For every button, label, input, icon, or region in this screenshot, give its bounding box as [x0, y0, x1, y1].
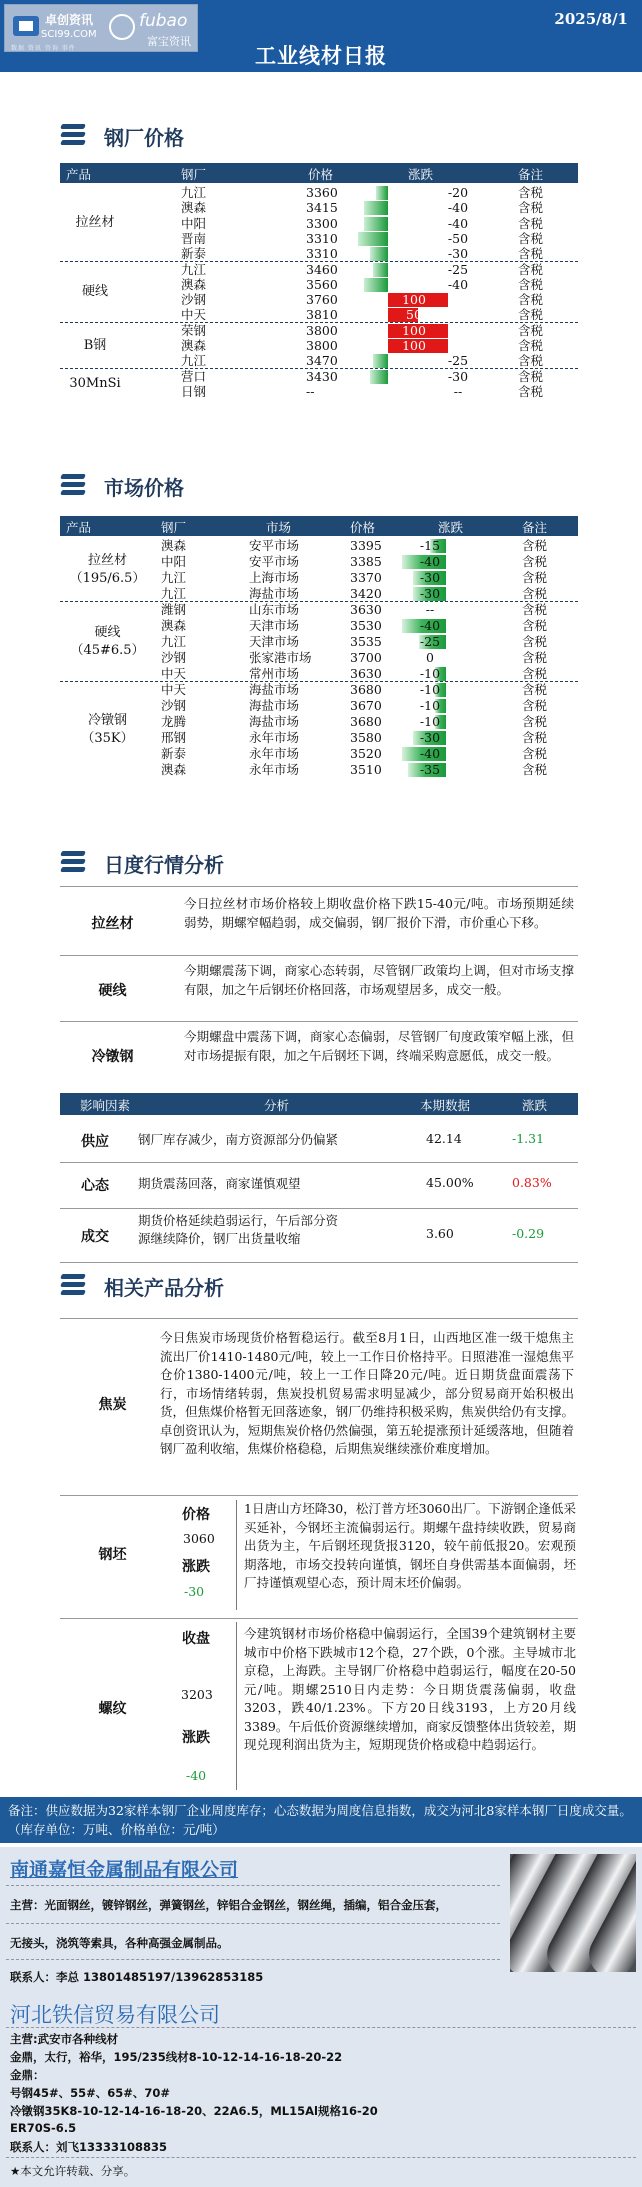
- change-value: -35: [419, 762, 441, 777]
- col-header-note: 备注: [518, 167, 544, 182]
- change-value: -40: [419, 554, 441, 569]
- sci99-logo-url: SCI99.COM: [41, 29, 97, 40]
- change-value: -40: [447, 276, 469, 292]
- mill-name: 九江: [161, 634, 187, 649]
- ad-line: 联系人：李总 13801485197/13962853185: [10, 1970, 264, 1984]
- table-header: [60, 516, 578, 536]
- note-value: 含税: [518, 261, 544, 277]
- rebar-change-label: 涨跌: [182, 1730, 210, 1746]
- ad-line: 号钢45#、55#、65#、70#: [10, 2086, 171, 2100]
- table-row: [60, 292, 578, 308]
- change-bar-down: [358, 232, 388, 246]
- market-name: 海盐市场: [249, 586, 300, 601]
- note-value: 含税: [522, 602, 548, 617]
- product-name: 拉丝材: [75, 215, 115, 231]
- mill-name: 中阳: [181, 215, 207, 231]
- coke-analysis-text: 今日焦炭市场现货价格暂稳运行。截至8月1日，山西地区准一级干熄焦主流出厂价1410-1480元/吨，较上一工作日价格持平。日照港准一湿熄焦平仓价1380-1400元/吨，较上一工作日降20元/吨。近日期货盘面震荡下行，市场情绪转弱，焦炭投机贸易需求明显减少，部分贸易商开始积极出货，但焦煤价格暂无回落迹象，钢厂仍维持积极采购，焦炭供给仍有支撑。卓创资讯认为，短期焦炭价格仍然偏强，第五轮提涨预计延缓落地，但随着钢厂盈利收缩，焦煤价格稳稳，后期焦炭继续涨价难度增加。: [160, 1330, 574, 1456]
- billet-price-label: 价格: [182, 1507, 210, 1523]
- mill-name: 澳森: [181, 276, 207, 292]
- table-row: [60, 338, 578, 354]
- market-name: 上海市场: [249, 570, 300, 585]
- col-header-mill: 钢厂: [181, 167, 207, 182]
- table-row: [60, 277, 578, 293]
- section-title: 日度行情分析: [104, 853, 224, 877]
- price-value: 3670: [350, 698, 382, 713]
- mill-name: 九江: [181, 353, 207, 369]
- mill-name: 龙腾: [161, 714, 187, 729]
- ad-line: 冷镦钢35K8-10-12-14-16-18-20、22A6.5，ML15Al规格16-20: [10, 2104, 378, 2118]
- mill-name: 中天: [161, 682, 187, 697]
- mill-name: 日钢: [181, 383, 207, 399]
- mill-name: 新泰: [181, 246, 207, 262]
- fubao-logo-name: fubao: [139, 11, 188, 31]
- factor-data: 45.00%: [426, 1175, 474, 1190]
- note-value: 含税: [518, 246, 544, 262]
- market-name: 永年市场: [249, 746, 300, 761]
- books-stack-icon: [60, 1274, 86, 1296]
- analysis-text: 今日拉丝材市场价格较上期收盘价格下跌15-40元/吨。市场预期延续弱势，期螺窄幅趋弱，成交偏弱，钢厂报价下滑，市价重心下移。: [184, 896, 574, 930]
- change-value: -10: [419, 682, 441, 697]
- note-value: 含税: [518, 307, 544, 323]
- factor-change: 0.83%: [512, 1175, 552, 1190]
- price-value: 3530: [350, 618, 382, 633]
- rebar-close-label: 收盘: [182, 1631, 210, 1647]
- note-value: 含税: [522, 554, 548, 569]
- col-header-product: 产品: [66, 520, 92, 535]
- market-name: 永年市场: [249, 730, 300, 745]
- market-name: 张家港市场: [249, 650, 312, 665]
- row-divider: [60, 1208, 578, 1209]
- table-row: [60, 216, 578, 232]
- price-value: 3760: [306, 292, 338, 308]
- steel-mill-price-table: [60, 163, 578, 455]
- factor-data: 42.14: [426, 1131, 462, 1146]
- billet-change-label: 涨跌: [182, 1559, 210, 1575]
- col-header-factor: 影响因素: [80, 1098, 131, 1113]
- change-value: 100: [402, 292, 426, 308]
- table-row: [60, 200, 578, 216]
- col-header-product: 产品: [66, 167, 92, 182]
- price-value: 3535: [350, 634, 382, 649]
- billet-label: 钢坯: [98, 1547, 127, 1563]
- billet-analysis-text: 1日唐山方坯降30，松汀普方坯3060出厂。下游钢企逢低采买延补，今钢坯主流偏弱运行。期螺午盘持续收跌，贸易商出货为主，午后钢坯现货报3120，较午前低报20。宏观预期落地，市场交投转向谨慎，钢坯自身供需基本面偏弱，坯厂持谨慎观望心态，预计周末坯价偏弱。: [244, 1501, 576, 1590]
- change-value: -30: [447, 368, 469, 384]
- product-name: 冷镦钢: [87, 713, 127, 728]
- change-value: -10: [419, 666, 441, 681]
- note-value: 含税: [522, 538, 548, 553]
- table-row: [60, 666, 578, 682]
- change-value: 100: [402, 322, 426, 338]
- change-value: -30: [419, 586, 441, 601]
- table-row: [60, 262, 578, 278]
- market-name: 永年市场: [249, 762, 300, 777]
- ad-line: 无接头，浇筑等索具，各种高强金属制品。: [10, 1936, 229, 1950]
- table-row: [60, 762, 578, 778]
- note-value: 含税: [518, 353, 544, 369]
- mill-name: 沙钢: [161, 650, 187, 665]
- change-value: -40: [419, 746, 441, 761]
- section-title: 相关产品分析: [104, 1276, 224, 1300]
- note-value: 含税: [522, 634, 548, 649]
- price-value: 3385: [350, 554, 382, 569]
- market-name: 山东市场: [249, 602, 300, 617]
- note-value: 含税: [518, 230, 544, 246]
- change-bar-down: [364, 278, 388, 292]
- change-value: -20: [447, 185, 469, 200]
- table-row: [60, 602, 578, 618]
- price-value: 3370: [350, 570, 382, 585]
- note-value: 含税: [518, 276, 544, 292]
- price-value: 3310: [306, 230, 338, 246]
- note-value: 含税: [522, 586, 548, 601]
- col-header-price: 价格: [308, 167, 334, 182]
- books-stack-icon: [60, 851, 86, 873]
- col-header-mill: 钢厂: [161, 520, 187, 535]
- analysis-label: 硬线: [98, 983, 127, 999]
- note-value: 含税: [518, 185, 544, 200]
- product-name: 拉丝材: [87, 553, 127, 568]
- factor-table-header: [60, 1093, 578, 1115]
- reprint-note: ★本文允许转载、分享。: [10, 2164, 136, 2178]
- market-name: 海盐市场: [249, 714, 300, 729]
- change-value: -25: [447, 261, 469, 277]
- mill-name: 中天: [181, 307, 207, 323]
- table-row: [60, 323, 578, 339]
- company-name: 河北铁信贸易有限公司: [10, 2003, 220, 2027]
- company-name: 南通嘉恒金属制品有限公司: [10, 1859, 239, 1881]
- change-bar-down: [364, 217, 388, 231]
- market-name: 常州市场: [249, 666, 300, 681]
- ad-line: ER70S-6.5: [10, 2121, 77, 2135]
- product-spec: （195/6.5）: [69, 571, 146, 586]
- price-value: 3470: [306, 353, 338, 369]
- price-value: 3460: [306, 261, 338, 277]
- mill-name: 新泰: [161, 746, 187, 761]
- col-header-change: 涨跌: [522, 1098, 548, 1113]
- factor-name: 成交: [81, 1229, 109, 1245]
- change-bar-down: [373, 263, 388, 277]
- sci99-logo-tagline: 数据 资讯 咨询 事件: [11, 45, 76, 52]
- factor-change: -1.31: [512, 1131, 545, 1146]
- change-bar-down: [370, 370, 388, 384]
- mill-name: 九江: [181, 185, 207, 200]
- price-value: --: [306, 383, 315, 399]
- col-header-note: 备注: [522, 520, 548, 535]
- note-value: 含税: [522, 682, 548, 697]
- change-value: -25: [447, 353, 469, 369]
- price-value: 3680: [350, 682, 382, 697]
- advertisement-hebei: [0, 1995, 642, 2187]
- mill-name: 九江: [161, 570, 187, 585]
- price-value: 3810: [306, 307, 338, 323]
- price-value: 3520: [350, 746, 382, 761]
- books-stack-icon: [60, 124, 86, 146]
- note-value: 含税: [522, 570, 548, 585]
- price-value: 3560: [306, 276, 338, 292]
- rebar-analysis-text: 今建筑钢材市场价格稳中偏弱运行，全国39个建筑钢材主要城市中价格下跌城市12个稳，27个跌，0个涨。主导城市北京稳，上海跌。主导钢厂价格稳中趋弱运行，幅度在20-50元/吨。期螺2510日内走势：今日期货震荡偏弱，收盘3203，跌40/1.23%。下方20日线3193，上方20月线3389。午后低价资源继续增加，商家反馈整体出货较差，期现兑现利润出货为主，短期现货价格或稳中趋弱运行。: [244, 1626, 576, 1752]
- mill-name: 澳森: [161, 538, 187, 553]
- price-value: 3395: [350, 538, 382, 553]
- mill-name: 中阳: [161, 554, 187, 569]
- factor-data: 3.60: [426, 1226, 454, 1241]
- report-title: 工业线材日报: [255, 43, 387, 68]
- factor-analysis: 钢厂库存减少，南方资源部分仍偏紧: [138, 1132, 339, 1147]
- wire-rope-image: [510, 1854, 636, 1972]
- change-value: --: [453, 383, 463, 399]
- mill-name: 晋南: [181, 230, 207, 246]
- note-value: 含税: [518, 383, 544, 399]
- note-value: 含税: [518, 292, 544, 308]
- table-row: [60, 746, 578, 762]
- note-value: 含税: [522, 746, 548, 761]
- change-value: -50: [447, 230, 469, 246]
- change-bar-down: [376, 186, 388, 200]
- price-value: 3630: [350, 666, 382, 681]
- note-value: 含税: [518, 322, 544, 338]
- factor-name: 心态: [81, 1178, 109, 1194]
- section-title: 钢厂价格: [104, 126, 184, 150]
- price-value: 3310: [306, 246, 338, 262]
- col-header-price: 价格: [350, 520, 376, 535]
- change-value: -10: [419, 714, 441, 729]
- mill-name: 澳森: [161, 762, 187, 777]
- ad-line: 金鼎，太行，裕华，195/235线材8-10-12-14-16-18-20-22: [10, 2050, 343, 2064]
- change-value: 100: [402, 338, 426, 353]
- analysis-text: 今期螺震荡下调，商家心态转弱，尽管钢厂政策均上调，但对市场支撑有限，加之午后钢坯价格回落，市场观望居多，成交一般。: [184, 963, 574, 997]
- note-value: 含税: [518, 215, 544, 231]
- change-value: --: [425, 602, 435, 617]
- col-header-analysis: 分析: [264, 1098, 290, 1113]
- data-footnote: 备注：供应数据为32家样本钢厂企业周度库存；心态数据为周度信息指数，成交为河北8家样本钢厂日度成交量。（库存单位：万吨、价格单位：元/吨）: [0, 1797, 642, 1843]
- mill-name: 沙钢: [161, 698, 187, 713]
- billet-price: 3060: [183, 1531, 215, 1546]
- change-value: -30: [447, 246, 469, 262]
- market-name: 天津市场: [249, 618, 300, 633]
- price-value: 3800: [306, 322, 338, 338]
- note-value: 含税: [518, 200, 544, 216]
- factor-name: 供应: [81, 1134, 109, 1150]
- market-name: 海盐市场: [249, 682, 300, 697]
- ad-line: 联系人：刘飞13333108835: [10, 2140, 168, 2154]
- mill-name: 九江: [161, 586, 187, 601]
- change-value: 0: [426, 650, 434, 665]
- section-title: 市场价格: [104, 476, 184, 500]
- price-value: 3360: [306, 185, 338, 200]
- sci99-logo-name: 卓创资讯: [45, 13, 94, 27]
- fubao-logo-cn: 富宝资讯: [147, 35, 191, 48]
- rebar-close-price: 3203: [181, 1687, 213, 1702]
- billet-change: -30: [184, 1584, 205, 1599]
- table-row: [60, 231, 578, 247]
- row-divider: [60, 1262, 578, 1263]
- table-row: [60, 384, 578, 400]
- coke-label: 焦炭: [98, 1397, 127, 1413]
- change-bar-down: [364, 201, 388, 215]
- ad-line: 主营：光面钢丝，镀锌钢丝，弹簧钢丝，锌铝合金钢丝，钢丝绳，插编，铝合金压套，: [10, 1898, 447, 1912]
- product-name: 30MnSi: [69, 375, 121, 391]
- change-value: -10: [419, 698, 441, 713]
- price-value: 3700: [350, 650, 382, 665]
- market-price-table: [60, 516, 578, 838]
- product-spec: （45#6.5）: [70, 643, 145, 658]
- change-value: -30: [419, 570, 441, 585]
- note-value: 含税: [522, 618, 548, 633]
- change-value: -40: [447, 215, 469, 231]
- note-value: 含税: [518, 368, 544, 384]
- ad-line: 主营:武安市各种线材: [10, 2032, 119, 2046]
- table-header: [60, 163, 578, 183]
- market-name: 海盐市场: [249, 698, 300, 713]
- price-value: 3580: [350, 730, 382, 745]
- rebar-label: 螺纹: [98, 1701, 127, 1717]
- change-bar-down: [370, 247, 388, 261]
- change-value: -15: [419, 538, 441, 553]
- price-value: 3430: [306, 368, 338, 384]
- change-value: -40: [419, 618, 441, 633]
- mill-name: 荣钢: [181, 322, 207, 338]
- table-row: [60, 682, 578, 698]
- price-value: 3420: [350, 586, 382, 601]
- report-header: [0, 0, 642, 72]
- mill-name: 中天: [161, 666, 187, 681]
- col-header-change: 涨跌: [438, 520, 464, 535]
- row-divider: [60, 1162, 578, 1163]
- analysis-label: 拉丝材: [91, 916, 134, 932]
- col-header-change: 涨跌: [408, 167, 434, 182]
- note-value: 含税: [522, 650, 548, 665]
- fubao-logo-icon: [109, 14, 135, 40]
- market-name: 安平市场: [249, 538, 300, 553]
- factor-analysis: 期货震荡回落，商家谨慎观望: [138, 1176, 301, 1191]
- price-value: 3630: [350, 602, 382, 617]
- factor-analysis: 期货价格延续趋弱运行，午后部分资源继续降价，钢厂出货量收缩: [138, 1213, 339, 1246]
- mill-name: 澳森: [161, 618, 187, 633]
- product-name: 硬线: [81, 284, 108, 300]
- market-name: 天津市场: [249, 634, 300, 649]
- note-value: 含税: [522, 666, 548, 681]
- note-value: 含税: [522, 762, 548, 777]
- mill-name: 沙钢: [181, 292, 207, 308]
- rebar-change: -40: [186, 1768, 207, 1783]
- price-value: 3510: [350, 762, 382, 777]
- mill-name: 九江: [181, 261, 207, 277]
- ad-line: 金鼎：: [10, 2068, 45, 2082]
- note-value: 含税: [522, 698, 548, 713]
- market-name: 安平市场: [249, 554, 300, 569]
- note-value: 含税: [522, 730, 548, 745]
- table-row: [60, 586, 578, 602]
- change-bar-down: [373, 354, 388, 368]
- note-value: 含税: [518, 338, 544, 353]
- product-spec: （35K）: [81, 731, 134, 746]
- change-value: -25: [419, 634, 441, 649]
- factor-change: -0.29: [512, 1226, 545, 1241]
- report-date: 2025/8/1: [554, 10, 628, 28]
- mill-name: 潍钢: [161, 602, 187, 617]
- mill-name: 澳森: [181, 200, 207, 216]
- col-header-market: 市场: [266, 520, 292, 535]
- table-row: [60, 185, 578, 201]
- price-value: 3800: [306, 338, 338, 353]
- change-value: -30: [419, 730, 441, 745]
- table-row: [60, 369, 578, 385]
- mill-name: 营口: [181, 368, 207, 384]
- change-value: -40: [447, 200, 469, 216]
- note-value: 含税: [522, 714, 548, 729]
- analysis-label: 冷镦钢: [91, 1049, 134, 1065]
- books-stack-icon: [60, 474, 86, 496]
- analysis-text: 今期螺盘中震荡下调，商家心态偏弱，尽管钢厂旬度政策窄幅上涨，但对市场提振有限，加之午后钢坯下调，终端采购意愿低，成交一般。: [184, 1029, 574, 1063]
- change-value: 50: [406, 307, 422, 323]
- mill-name: 邢钢: [161, 730, 187, 745]
- price-value: 3680: [350, 714, 382, 729]
- price-value: 3300: [306, 215, 338, 231]
- product-name: 硬线: [94, 625, 121, 640]
- col-header-data: 本期数据: [420, 1098, 471, 1113]
- product-name: B钢: [83, 337, 107, 353]
- mill-name: 澳森: [181, 338, 207, 353]
- price-value: 3415: [306, 200, 338, 216]
